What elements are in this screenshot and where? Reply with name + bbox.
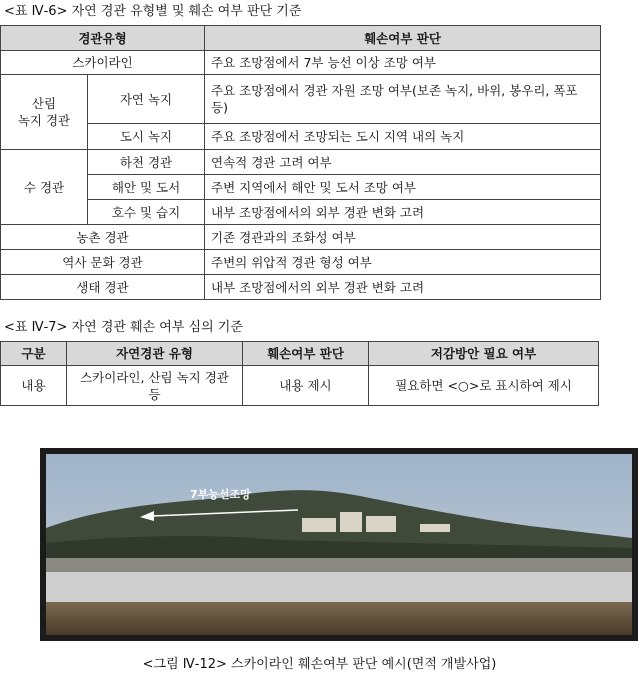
fence-wall (46, 572, 632, 602)
row-label-rural: 농촌 경관 (1, 225, 205, 250)
cell-reduction-needed: 필요하면 <○>로 표시하여 제시 (369, 366, 599, 406)
row-criteria-eco: 내부 조망점에서의 외부 경관 변화 고려 (205, 275, 601, 300)
cell-landscape-type: 스카이라인, 산림 녹지 경관 등 (67, 366, 243, 406)
figure-caption: <그림 Ⅳ-12> 스카이라인 훼손여부 판단 예시(면적 개발사업) (142, 657, 497, 672)
row-label-skyline: 스카이라인 (1, 51, 205, 75)
skyline-annotation: 7부능선조망 (190, 488, 251, 501)
row-criteria-natural-green: 주요 조망점에서 경관 자원 조망 여부(보존 녹지, 바위, 봉우리, 폭포 등) (205, 75, 601, 124)
skyline-photo-illustration (40, 448, 638, 641)
row-label-river: 하천 경관 (88, 150, 205, 175)
header-damage-judgement: 훼손여부 판단 (243, 342, 369, 366)
cell-gubun: 내용 (1, 366, 67, 406)
row-label-lake: 호수 및 습지 (88, 200, 205, 225)
row-label-history: 역사 문화 경관 (1, 250, 205, 275)
row-label-eco: 생태 경관 (1, 275, 205, 300)
row-criteria-rural: 기존 경관과의 조화성 여부 (205, 225, 601, 250)
landscape-criteria-table (0, 25, 601, 300)
row-label-natural-green: 자연 녹지 (88, 75, 205, 124)
cell-damage-judgement: 내용 제시 (243, 366, 369, 406)
row-label-coast: 해안 및 도서 (88, 175, 205, 200)
damage-review-table (0, 341, 599, 406)
group-forest: 산림 녹지 경관 (1, 75, 88, 150)
skyline-photo (40, 448, 638, 641)
header-landscape-type: 경관유형 (1, 26, 205, 51)
header-gubun: 구분 (1, 342, 67, 366)
header-landscape-type: 자연경관 유형 (67, 342, 243, 366)
field-ground (46, 602, 632, 635)
row-criteria-urban-green: 주요 조망점에서 조망되는 도시 지역 내의 녹지 (205, 124, 601, 150)
row-criteria-skyline: 주요 조망점에서 7부 능선 이상 조망 여부 (205, 51, 601, 75)
row-label-urban-green: 도시 녹지 (88, 124, 205, 150)
row-criteria-river: 연속적 경관 고려 여부 (205, 150, 601, 175)
row-criteria-lake: 내부 조망점에서의 외부 경관 변화 고려 (205, 200, 601, 225)
header-reduction-needed: 저감방안 필요 여부 (369, 342, 599, 366)
table7-caption: <표 Ⅳ-7> 자연 경관 훼손 여부 심의 기준 (4, 320, 243, 335)
row-criteria-history: 주변의 위압적 경관 형성 여부 (205, 250, 601, 275)
group-water: 수 경관 (1, 150, 88, 225)
table6-caption: <표 Ⅳ-6> 자연 경관 유형별 및 훼손 여부 판단 기준 (4, 4, 302, 19)
row-criteria-coast: 주변 지역에서 해안 및 도서 조망 여부 (205, 175, 601, 200)
header-damage-criteria: 훼손여부 판단 (205, 26, 601, 51)
